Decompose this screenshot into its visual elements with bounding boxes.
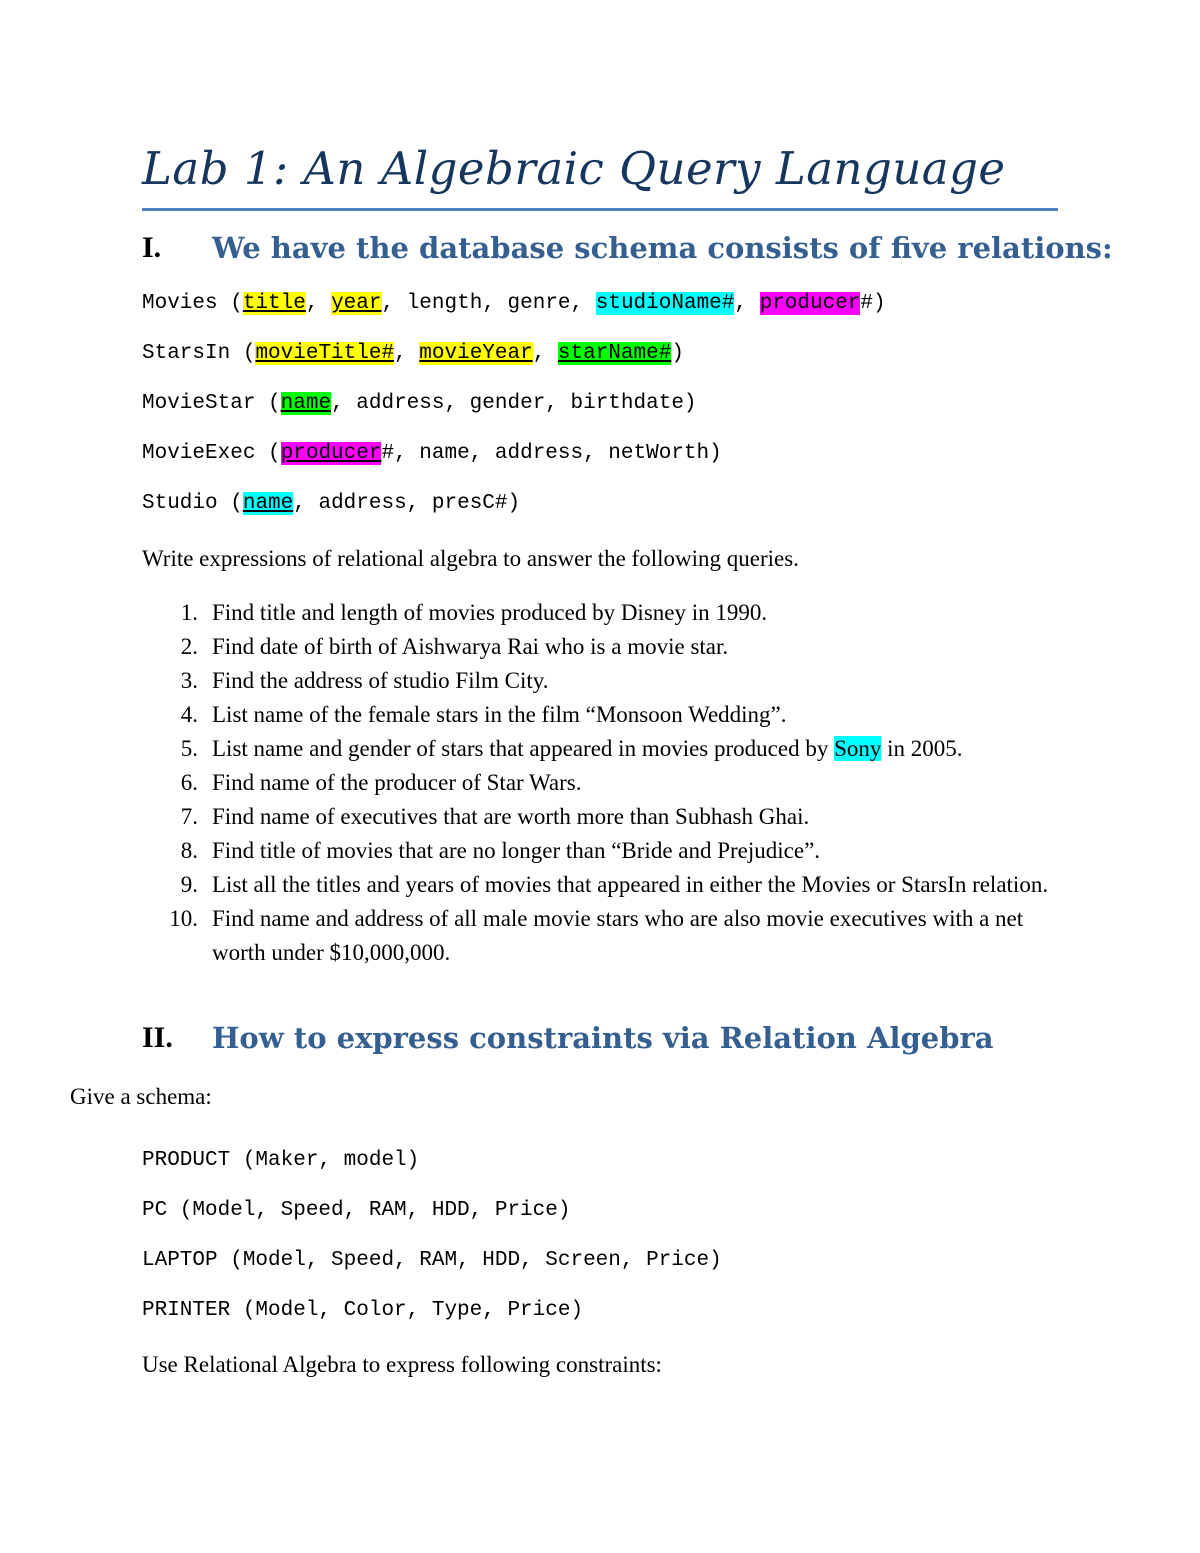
item-text: List all the titles and years of movies that appeared in either the Movies or StarsIn relation. xyxy=(212,872,1049,897)
punct: , xyxy=(532,342,558,365)
punct: ( xyxy=(230,342,256,365)
section-1-title: We have the database schema consists of five relations: xyxy=(212,231,1113,265)
attributes: , length, genre, xyxy=(381,292,596,315)
section-2-title: How to express constraints via Relation Algebra xyxy=(212,1021,994,1055)
item-number: 2. xyxy=(180,634,198,659)
punct: , xyxy=(394,342,420,365)
item-text: List name and gender of stars that appeared in movies produced by xyxy=(212,736,835,761)
punct: ( xyxy=(217,292,243,315)
item-number: 4. xyxy=(180,702,198,727)
item-number: 6. xyxy=(180,770,198,795)
item-number: 9. xyxy=(180,872,198,897)
fk-studioname: studioName# xyxy=(595,292,735,315)
fk-producer: producer xyxy=(759,292,861,315)
schema-product: PRODUCT (Maker, model) xyxy=(142,1149,420,1172)
key-movieyear: movieYear xyxy=(419,342,533,365)
highlighted-term: Sony xyxy=(834,736,882,761)
relation-name: MovieStar xyxy=(142,392,256,415)
relation-name: StarsIn xyxy=(142,342,231,365)
attributes: , address, presC#) xyxy=(293,492,521,515)
list-item xyxy=(142,732,1072,766)
item-text: in 2005. xyxy=(881,736,963,761)
section-2-instruction: Use Relational Algebra to express following constraints: xyxy=(142,1352,662,1377)
item-text: Find name and address of all male movie stars who are also movie executives with a net worth under $10,000,000. xyxy=(212,906,1024,965)
schema-movieexec xyxy=(142,442,722,465)
item-text: Find name of executives that are worth more than Subhash Ghai. xyxy=(212,804,810,829)
punct: , xyxy=(305,292,332,315)
punct: ( xyxy=(217,492,243,515)
section-2-number: II. xyxy=(142,1021,173,1054)
item-text: Find the address of studio Film City. xyxy=(212,668,549,693)
schema-movies xyxy=(142,292,886,315)
schema-printer: PRINTER (Model, Color, Type, Price) xyxy=(142,1299,584,1322)
item-text: Find title of movies that are no longer than “Bride and Prejudice”. xyxy=(212,838,821,863)
key-title: title xyxy=(242,292,306,315)
schema-moviestar xyxy=(142,392,697,415)
key-starname: starName# xyxy=(557,342,672,365)
punct: ( xyxy=(255,442,281,465)
schema-laptop: LAPTOP (Model, Speed, RAM, HDD, Screen, Price) xyxy=(142,1249,722,1272)
item-text: Find date of birth of Aishwarya Rai who is a movie star. xyxy=(212,634,729,659)
give-schema-label: Give a schema: xyxy=(70,1084,212,1109)
list-item xyxy=(142,800,1072,834)
list-item xyxy=(142,902,1072,970)
key-producer: producer xyxy=(280,442,382,465)
key-name: name xyxy=(280,392,332,415)
punct: ) xyxy=(671,342,684,365)
schema-starsin xyxy=(142,342,684,365)
page-title: Lab 1: An Algebraic Query Language xyxy=(142,142,1006,195)
punct: , xyxy=(734,292,760,315)
punct: ( xyxy=(255,392,281,415)
list-item xyxy=(142,868,1072,902)
item-text: Find name of the producer of Star Wars. xyxy=(212,770,582,795)
key-name: name xyxy=(242,492,294,515)
section-1-number: I. xyxy=(142,231,162,264)
list-item xyxy=(142,630,1072,664)
list-item xyxy=(142,596,1072,630)
item-number: 7. xyxy=(180,804,198,829)
attributes: , address, gender, birthdate) xyxy=(331,392,697,415)
query-list xyxy=(142,596,1072,970)
list-item xyxy=(142,664,1072,698)
key-movietitle: movieTitle# xyxy=(255,342,395,365)
item-text: Find title and length of movies produced by Disney in 1990. xyxy=(212,600,768,625)
relation-name: Movies xyxy=(142,292,218,315)
item-number: 10. xyxy=(169,906,198,931)
list-item xyxy=(142,766,1072,800)
relation-name: Studio xyxy=(142,492,218,515)
attributes: #, name, address, netWorth) xyxy=(381,442,722,465)
relation-name: MovieExec xyxy=(142,442,256,465)
item-text: List name of the female stars in the film “Monsoon Wedding”. xyxy=(212,702,787,727)
key-year: year xyxy=(331,292,382,315)
item-number: 8. xyxy=(180,838,198,863)
title-underline xyxy=(142,208,1058,211)
schema-studio xyxy=(142,492,520,515)
section-1-instruction: Write expressions of relational algebra to answer the following queries. xyxy=(142,546,799,571)
item-number: 1. xyxy=(180,600,198,625)
item-number: 3. xyxy=(180,668,198,693)
item-number: 5. xyxy=(180,736,198,761)
list-item xyxy=(142,698,1072,732)
punct: #) xyxy=(860,292,886,315)
list-item xyxy=(142,834,1072,868)
schema-pc: PC (Model, Speed, RAM, HDD, Price) xyxy=(142,1199,571,1222)
